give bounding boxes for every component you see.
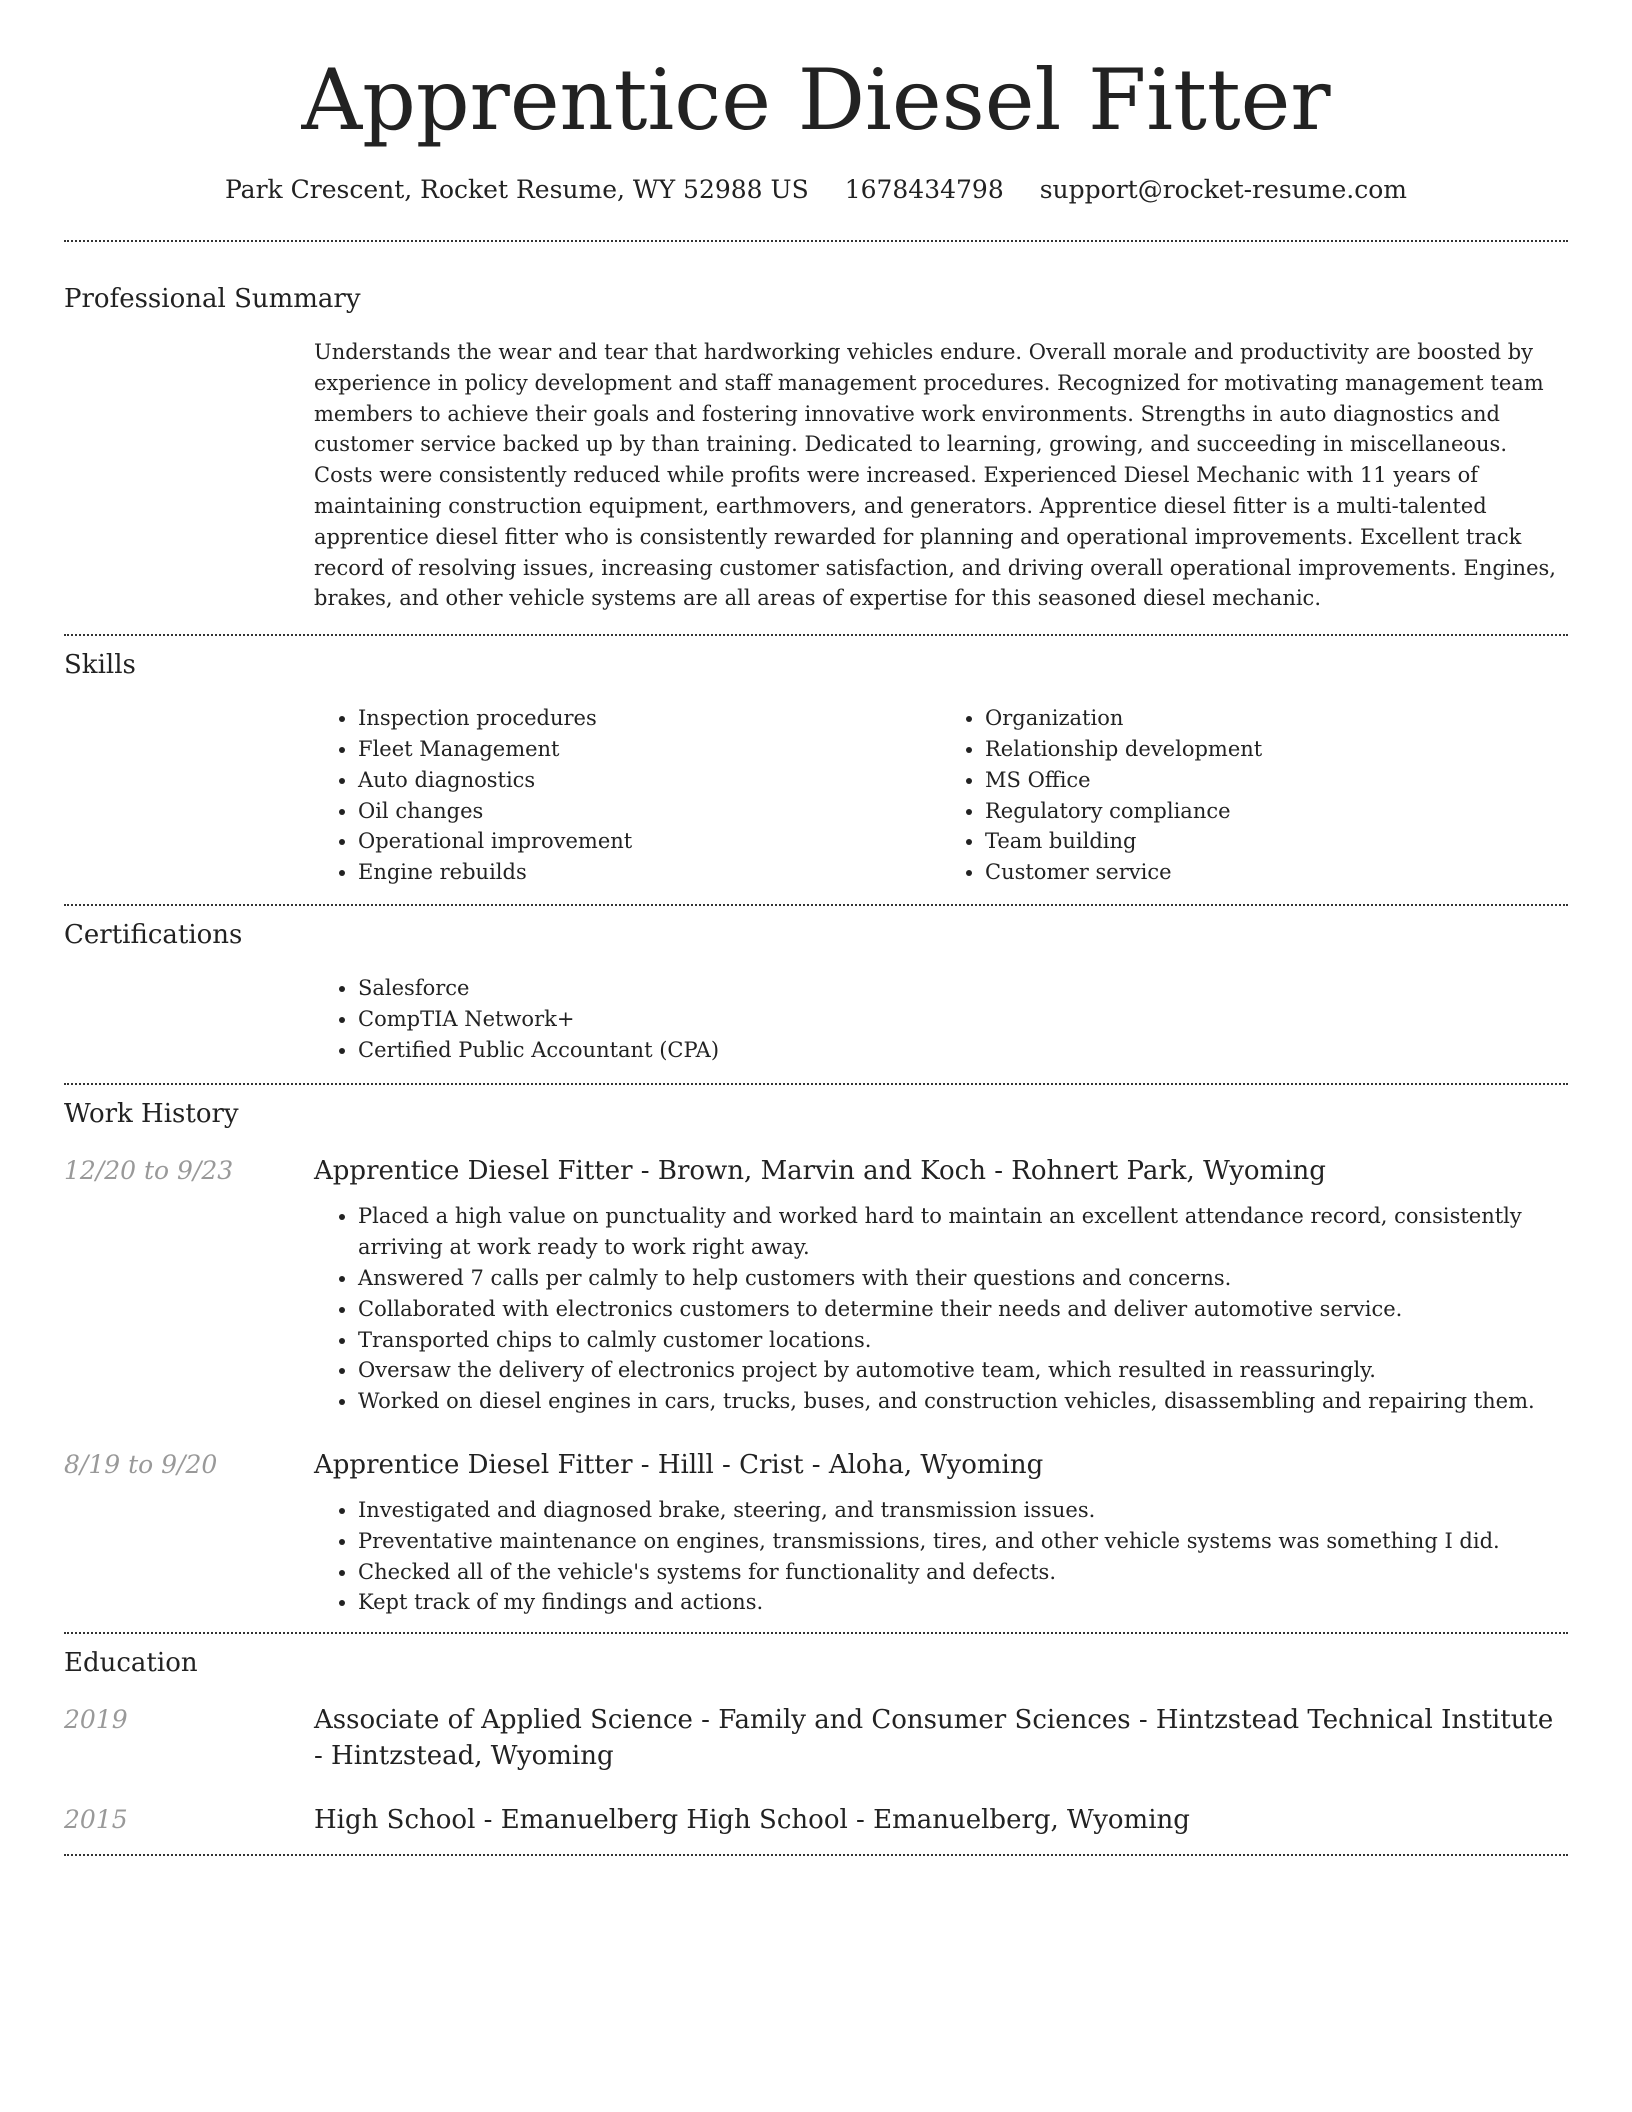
certifications-list bbox=[314, 973, 1568, 1065]
contact-line bbox=[64, 174, 1568, 206]
list-item: • Preventative maintenance on engines, transmissions, tires, and other vehicle systems was something I did. bbox=[358, 1526, 1568, 1557]
job-date: 8/19 to 9/20 bbox=[64, 1449, 218, 1479]
job-bullets bbox=[314, 1495, 1568, 1618]
list-item: • Auto diagnostics bbox=[358, 765, 941, 796]
list-item: • MS Office bbox=[985, 765, 1568, 796]
job-entry bbox=[64, 1153, 1568, 1417]
list-item: • Answered 7 calls per calmly to help customers with their questions and concerns. bbox=[358, 1263, 1568, 1294]
list-item: • Checked all of the vehicle's systems for functionality and defects. bbox=[358, 1557, 1568, 1588]
job-main bbox=[314, 1447, 1568, 1618]
list-item: • Investigated and diagnosed brake, steering, and transmission issues. bbox=[358, 1495, 1568, 1526]
list-item: • Oversaw the delivery of electronics project by automotive team, which resulted in reassuringly. bbox=[358, 1355, 1568, 1386]
contact-email: support@rocket-resume.com bbox=[1039, 175, 1408, 204]
summary-body bbox=[314, 337, 1568, 614]
list-item: • Worked on diesel engines in cars, trucks, buses, and construction vehicles, disassembling and repairing them. bbox=[358, 1386, 1568, 1417]
work-section bbox=[64, 1085, 1568, 1618]
resume-title: Apprentice Diesel Fitter bbox=[301, 51, 1331, 149]
education-details: - Emanuelberg High School - Emanuelberg, Wyoming bbox=[475, 1805, 1190, 1836]
education-date: 2015 bbox=[64, 1805, 128, 1835]
education-section bbox=[64, 1634, 1568, 1838]
list-item: • Regulatory compliance bbox=[985, 796, 1568, 827]
certifications-body bbox=[314, 973, 1568, 1065]
job-role: Apprentice Diesel Fitter bbox=[314, 1156, 633, 1187]
section-title-education: Education bbox=[64, 1648, 198, 1679]
list-item: • Salesforce bbox=[358, 973, 1568, 1004]
skills-list-right bbox=[941, 703, 1568, 888]
education-degree: High School bbox=[314, 1805, 476, 1836]
list-item: • Certified Public Accountant (CPA) bbox=[358, 1035, 1568, 1066]
list-item: • Collaborated with electronics customers to determine their needs and deliver automotive service. bbox=[358, 1294, 1568, 1325]
list-item: • Team building bbox=[985, 826, 1568, 857]
section-title-work: Work History bbox=[64, 1099, 239, 1130]
education-date: 2019 bbox=[64, 1705, 128, 1735]
list-item: • Oil changes bbox=[358, 796, 941, 827]
education-degree: Associate of Applied Science bbox=[314, 1705, 693, 1736]
list-item: • Relationship development bbox=[985, 734, 1568, 765]
education-entry bbox=[64, 1702, 1568, 1774]
list-item: • Inspection procedures bbox=[358, 703, 941, 734]
list-item: • Engine rebuilds bbox=[358, 857, 941, 888]
summary-text: Understands the wear and tear that hardworking vehicles endure. Overall morale and productivity are boosted by experience in policy development and staff management procedures. Recognized for motivating management team members to achieve their goals and fostering innovative work environments. Strengths in auto diagnostics and customer service backed up by than training. Dedicated to learning, growing, and succeeding in miscellaneous. Costs were consistently reduced while profits were increased. Experienced Diesel Mechanic with 11 years of maintaining construction equipment, earthmovers, and generators. Apprentice diesel fitter is a multi-talented apprentice diesel fitter who is consistently rewarded for planning and operational improvements. Excellent track record of resolving issues, increasing customer satisfaction, and driving overall operational improvements. Engines, brakes, and other vehicle systems are all areas of expertise for this seasoned diesel mechanic. bbox=[314, 340, 1556, 611]
divider bbox=[64, 1854, 1568, 1856]
certifications-section bbox=[64, 906, 1568, 1065]
education-details: - Family and Consumer Sciences - Hintzstead Technical Institute - Hintzstead, Wyoming bbox=[314, 1705, 1554, 1772]
job-main bbox=[314, 1153, 1568, 1417]
job-details: - Hilll - Crist - Aloha, Wyoming bbox=[632, 1449, 1044, 1480]
job-role: Apprentice Diesel Fitter bbox=[314, 1449, 633, 1480]
education-main bbox=[314, 1702, 1568, 1774]
education-main bbox=[314, 1802, 1568, 1838]
education-entry bbox=[64, 1802, 1568, 1838]
job-entry bbox=[64, 1447, 1568, 1618]
contact-phone: 1678434798 bbox=[844, 175, 1004, 204]
list-item: • Organization bbox=[985, 703, 1568, 734]
list-item: • Placed a high value on punctuality and worked hard to maintain an excellent attendance record, consistently arriving at work ready to work right away. bbox=[358, 1201, 1568, 1263]
skills-list-left bbox=[314, 703, 941, 888]
contact-address: Park Crescent, Rocket Resume, WY 52988 US bbox=[224, 175, 809, 204]
skills-columns bbox=[314, 703, 1568, 888]
list-item: • CompTIA Network+ bbox=[358, 1004, 1568, 1035]
list-item: • Fleet Management bbox=[358, 734, 941, 765]
job-details: - Brown, Marvin and Koch - Rohnert Park, Wyoming bbox=[632, 1156, 1326, 1187]
section-title-summary: Professional Summary bbox=[64, 284, 361, 314]
job-bullets bbox=[314, 1201, 1568, 1417]
job-heading bbox=[314, 1153, 1568, 1189]
summary-section bbox=[64, 242, 1568, 614]
section-title-skills: Skills bbox=[64, 650, 136, 681]
list-item: • Transported chips to calmly customer locations. bbox=[358, 1325, 1568, 1356]
list-item: • Kept track of my findings and actions. bbox=[358, 1587, 1568, 1618]
section-title-certifications: Certifications bbox=[64, 919, 243, 950]
job-date: 12/20 to 9/23 bbox=[64, 1156, 234, 1186]
list-item: • Operational improvement bbox=[358, 826, 941, 857]
skills-section bbox=[64, 636, 1568, 888]
list-item: • Customer service bbox=[985, 857, 1568, 888]
job-heading bbox=[314, 1447, 1568, 1483]
